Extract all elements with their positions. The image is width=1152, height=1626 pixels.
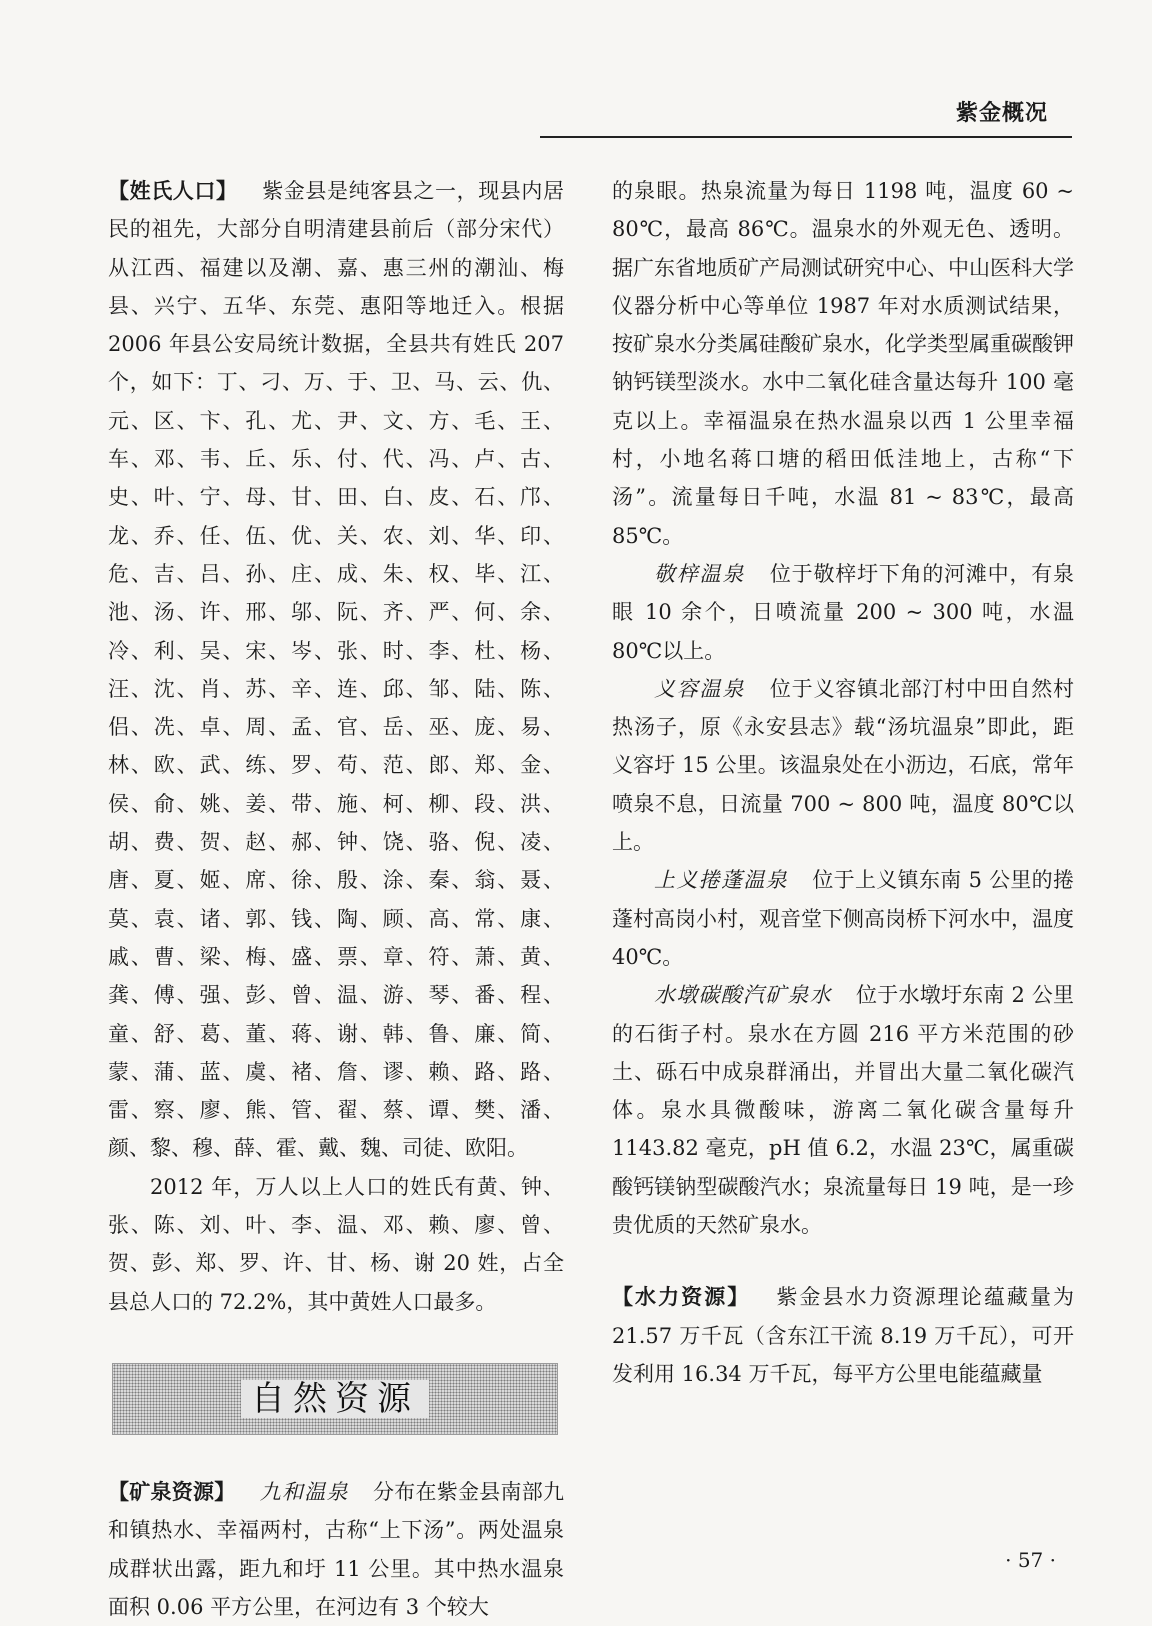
yirong-name: 义容温泉 xyxy=(654,676,746,701)
surname-text: 紫金县是纯客县之一，现县内居民的祖先，大部分自明清建县前后（部分宋代）从江西、福建以及潮、嘉、惠三州的潮汕、梅县、兴宁、五华、东莞、惠阳等地迁入。根据 2006 年县公安局统计数据，全县共有姓氏 207 个，如下：丁、刁、万、于、卫、马、云、仇、元、区、卞、孔、尤、尹、文、方、毛、王、车、邓、韦、丘、乐、付、代、冯、卢、古、史、叶、宁、母、甘、田、白、皮、石、邝、龙、乔、任、伍、优、关、农、刘、华、印、危、吉、吕、孙、庄、成、朱、权、毕、江、池、汤、许、邢、邬、阮、齐、严、何、余、冷、利、吴、宋、岑、张、时、李、杜、杨、汪、沈、肖、苏、辛、连、邱、邹、陆、陈、侣、冼、卓、周、孟、官、岳、巫、庞、易、林、欧、武、练、罗、苟、范、郎、郑、金、侯、俞、姚、姜、带、施、柯、柳、段、洪、胡、费、贺、赵、郝、钟、饶、骆、倪、凌、唐、夏、姬、席、徐、殷、涂、秦、翁、聂、莫、袁、诸、郭、钱、陶、顾、高、常、康、戚、曹、梁、梅、盛、票、章、符、萧、黄、龚、傅、强、彭、曾、温、游、琴、番、程、童、舒、葛、董、蒋、谢、韩、鲁、廉、简、蒙、蒲、蓝、虞、褚、詹、谬、赖、路、路、雷、察、廖、熊、管、翟、蔡、谭、樊、潘、颜、黎、穆、薛、霍、戴、魏、司徒、欧阳。 xyxy=(108,179,565,1161)
jingzi-text: 位于敬梓圩下角的河滩中，有泉眼 10 余个，日喷流量 200 ~ 300 吨，水温 80℃以上。 xyxy=(612,561,1075,663)
hydro-tag: 【水力资源】 xyxy=(612,1285,751,1310)
jiuhe-continued: 的泉眼。热泉流量为每日 1198 吨，温度 60 ~ 80℃，最高 86℃。温泉水的外观无色、透明。据广东省地质矿产局测试研究中心、中山医科大学仪器分析中心等单位 1987 年对水质测试结果，按矿泉水分类属硅酸矿泉水，化学类型属重碳酸钾钠钙镁型淡水。水中二氧化硅含量达每升 100 毫克以上。幸福温泉在热水温泉以西 1 公里幸福村，小地名蒋口塘的稻田低洼地上，古称“下汤”。流量每日千吨，水温 81 ~ 83℃，最高 85℃。 xyxy=(612,179,1074,548)
hydro-paragraph xyxy=(612,1278,1074,1393)
section-banner xyxy=(112,1363,558,1435)
hydro-text: 紫金县水力资源理论蕴藏量为 21.57 万千瓦（含东江干流 8.19 万千瓦），可开发利用 16.34 万千瓦，每平方公里电能蕴藏量 xyxy=(612,1285,1075,1386)
surname-tag: 【姓氏人口】 xyxy=(108,179,238,203)
jingzi-paragraph xyxy=(612,555,1074,670)
mineral-paragraph xyxy=(108,1473,564,1626)
left-column xyxy=(108,172,564,1626)
shuidun-paragraph xyxy=(612,976,1074,1244)
right-column xyxy=(612,172,1074,1393)
section-title: 自然资源 xyxy=(241,1380,429,1418)
jingzi-name: 敬梓温泉 xyxy=(654,561,746,586)
juanpeng-paragraph xyxy=(612,861,1074,976)
surname-paragraph xyxy=(108,172,564,1168)
yirong-paragraph xyxy=(612,670,1074,861)
juanpeng-text: 位于上义镇东南 5 公里的捲蓬村高岗小村，观音堂下侧高岗桥下河水中，温度 40℃。 xyxy=(612,868,1074,969)
header-rule xyxy=(540,136,1072,138)
yirong-text: 位于义容镇北部汀村中田自然村热汤子，原《永安县志》载“汤坑温泉”即此，距义容圩 15 公里。该温泉处在小沥边，石底，常年喷泉不息，日流量 700 ~ 800 吨，温度 80℃以上。 xyxy=(612,676,1075,855)
shuidun-name: 水墩碳酸汽矿泉水 xyxy=(654,983,832,1008)
juanpeng-name: 上义捲蓬温泉 xyxy=(654,868,788,893)
page-number: · 57 · xyxy=(1005,1548,1056,1572)
surname-2012-paragraph: 2012 年，万人以上人口的姓氏有黄、钟、张、陈、刘、叶、李、温、邓、赖、廖、曾、贺、彭、郑、罗、许、甘、杨、谢 20 姓，占全县总人口的 72.2%，其中黄姓人口最多。 xyxy=(108,1174,564,1314)
running-header: 紫金概况 xyxy=(955,101,1048,126)
jiuhe-name: 九和温泉 xyxy=(259,1479,349,1504)
shuidun-text: 位于水墩圩东南 2 公里的石街子村。泉水在方圆 216 平方米范围的砂土、砾石中成泉群涌出，并冒出大量二氧化碳汽体。泉水具微酸味，游离二氧化碳含量每升 1143.82 毫克，pH 值 6.2，水温 23℃，属重碳酸钙镁钠型碳酸汽水；泉流量每日 19 吨，是一珍贵优质的天然矿泉水。 xyxy=(612,983,1075,1238)
jiuhe-text: 分布在紫金县南部九和镇热水、幸福两村，古称“上下汤”。两处温泉成群状出露，距九和圩 11 公里。其中热水温泉面积 0.06 平方公里，在河边有 3 个较大 xyxy=(108,1479,564,1619)
mineral-tag: 【矿泉资源】 xyxy=(108,1479,236,1504)
